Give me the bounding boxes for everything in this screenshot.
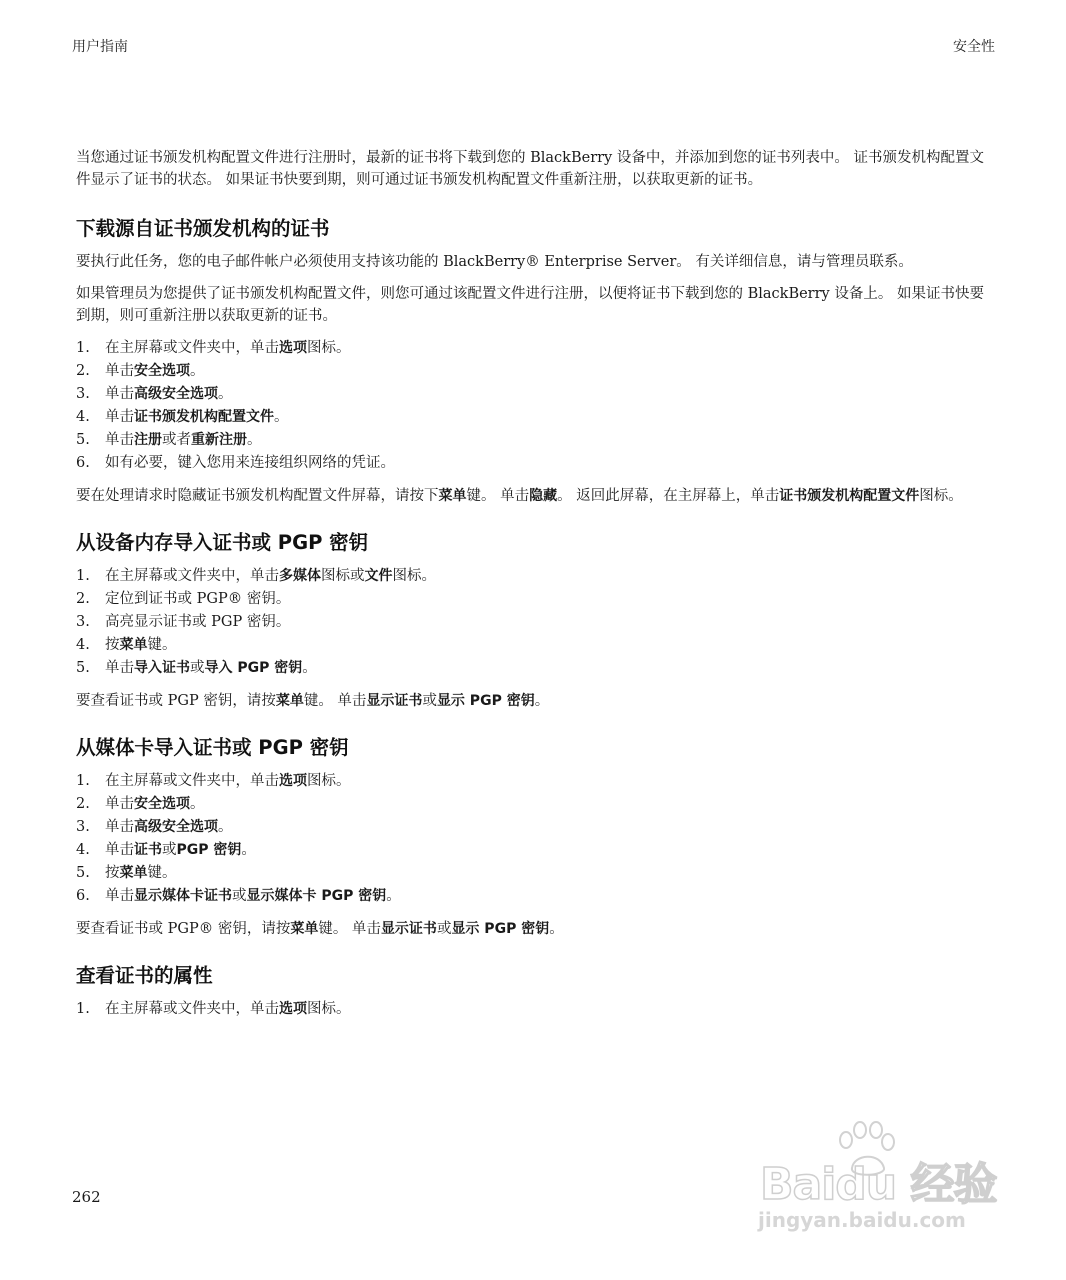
intro-paragraph: 当您通过证书颁发机构配置文件进行注册时，最新的证书将下载到您的 BlackBerry 设备中，并添加到您的证书列表中。 证书颁发机构配置文件显示了证书的状态。 如果证书快要到期，则可通过证书颁发机构配置文件重新注册，以获取更新的证书。 bbox=[76, 150, 984, 188]
list-item: 2. 单击安全选项。 bbox=[76, 796, 205, 812]
note-paragraph: 要查看证书或 PGP® 密钥，请按菜单键。 单击显示证书或显示 PGP 密钥。 bbox=[76, 921, 564, 937]
list-item: 4. 按菜单键。 bbox=[76, 637, 177, 653]
section-title: 查看证书的属性 bbox=[76, 964, 213, 987]
section-view-cert-properties bbox=[76, 962, 994, 1021]
list-item: 1. 在主屏幕或文件夹中，单击选项图标。 bbox=[76, 773, 351, 789]
list-item: 2. 单击安全选项。 bbox=[76, 363, 205, 379]
list-item: 1. 在主屏幕或文件夹中，单击选项图标。 bbox=[76, 1001, 351, 1017]
list-item: 3. 单击高级安全选项。 bbox=[76, 819, 233, 835]
running-header-left: 用户指南 bbox=[72, 39, 128, 55]
note-paragraph: 要查看证书或 PGP 密钥，请按菜单键。 单击显示证书或显示 PGP 密钥。 bbox=[76, 693, 550, 709]
paragraph: 要执行此任务，您的电子邮件帐户必须使用支持该功能的 BlackBerry® Enterprise Server。 有关详细信息，请与管理员联系。 bbox=[76, 254, 913, 270]
step-list bbox=[76, 565, 994, 680]
page-number: 262 bbox=[72, 1188, 101, 1206]
list-item: 2. 定位到证书或 PGP® 密钥。 bbox=[76, 591, 291, 607]
list-item: 1. 在主屏幕或文件夹中，单击选项图标。 bbox=[76, 340, 351, 356]
list-item: 1. 在主屏幕或文件夹中，单击多媒体图标或文件图标。 bbox=[76, 568, 436, 584]
list-item: 5. 单击注册或者重新注册。 bbox=[76, 432, 262, 448]
step-list bbox=[76, 337, 994, 475]
paragraph: 如果管理员为您提供了证书颁发机构配置文件，则您可通过该配置文件进行注册，以便将证书下载到您的 BlackBerry 设备上。 如果证书快要到期，则可重新注册以获取更新的证书。 bbox=[76, 286, 984, 324]
section-import-from-memory bbox=[76, 529, 994, 712]
list-item: 4. 单击证书颁发机构配置文件。 bbox=[76, 409, 289, 425]
running-header-right: 安全性 bbox=[953, 39, 995, 55]
baidu-watermark bbox=[748, 1120, 1008, 1240]
note-paragraph: 要在处理请求时隐藏证书颁发机构配置文件屏幕，请按下菜单键。 单击隐藏。 返回此屏幕，在主屏幕上，单击证书颁发机构配置文件图标。 bbox=[76, 488, 963, 504]
list-item: 4. 单击证书或PGP 密钥。 bbox=[76, 842, 256, 858]
page-body bbox=[76, 147, 994, 1043]
list-item: 5. 单击导入证书或导入 PGP 密钥。 bbox=[76, 660, 317, 676]
section-import-from-media-card bbox=[76, 734, 994, 940]
list-item: 6. 单击显示媒体卡证书或显示媒体卡 PGP 密钥。 bbox=[76, 888, 401, 904]
watermark-logo: Baidu 经验 bbox=[760, 1159, 997, 1210]
step-list bbox=[76, 998, 994, 1021]
section-download-ca-cert bbox=[76, 215, 994, 507]
step-list bbox=[76, 770, 994, 908]
watermark-url: jingyan.baidu.com bbox=[758, 1208, 966, 1232]
section-title: 从媒体卡导入证书或 PGP 密钥 bbox=[76, 736, 349, 759]
section-title: 下载源自证书颁发机构的证书 bbox=[76, 217, 330, 240]
list-item: 3. 高亮显示证书或 PGP 密钥。 bbox=[76, 614, 291, 630]
list-item: 6. 如有必要，键入您用来连接组织网络的凭证。 bbox=[76, 455, 395, 471]
list-item: 3. 单击高级安全选项。 bbox=[76, 386, 233, 402]
section-title: 从设备内存导入证书或 PGP 密钥 bbox=[76, 531, 369, 554]
list-item: 5. 按菜单键。 bbox=[76, 865, 177, 881]
